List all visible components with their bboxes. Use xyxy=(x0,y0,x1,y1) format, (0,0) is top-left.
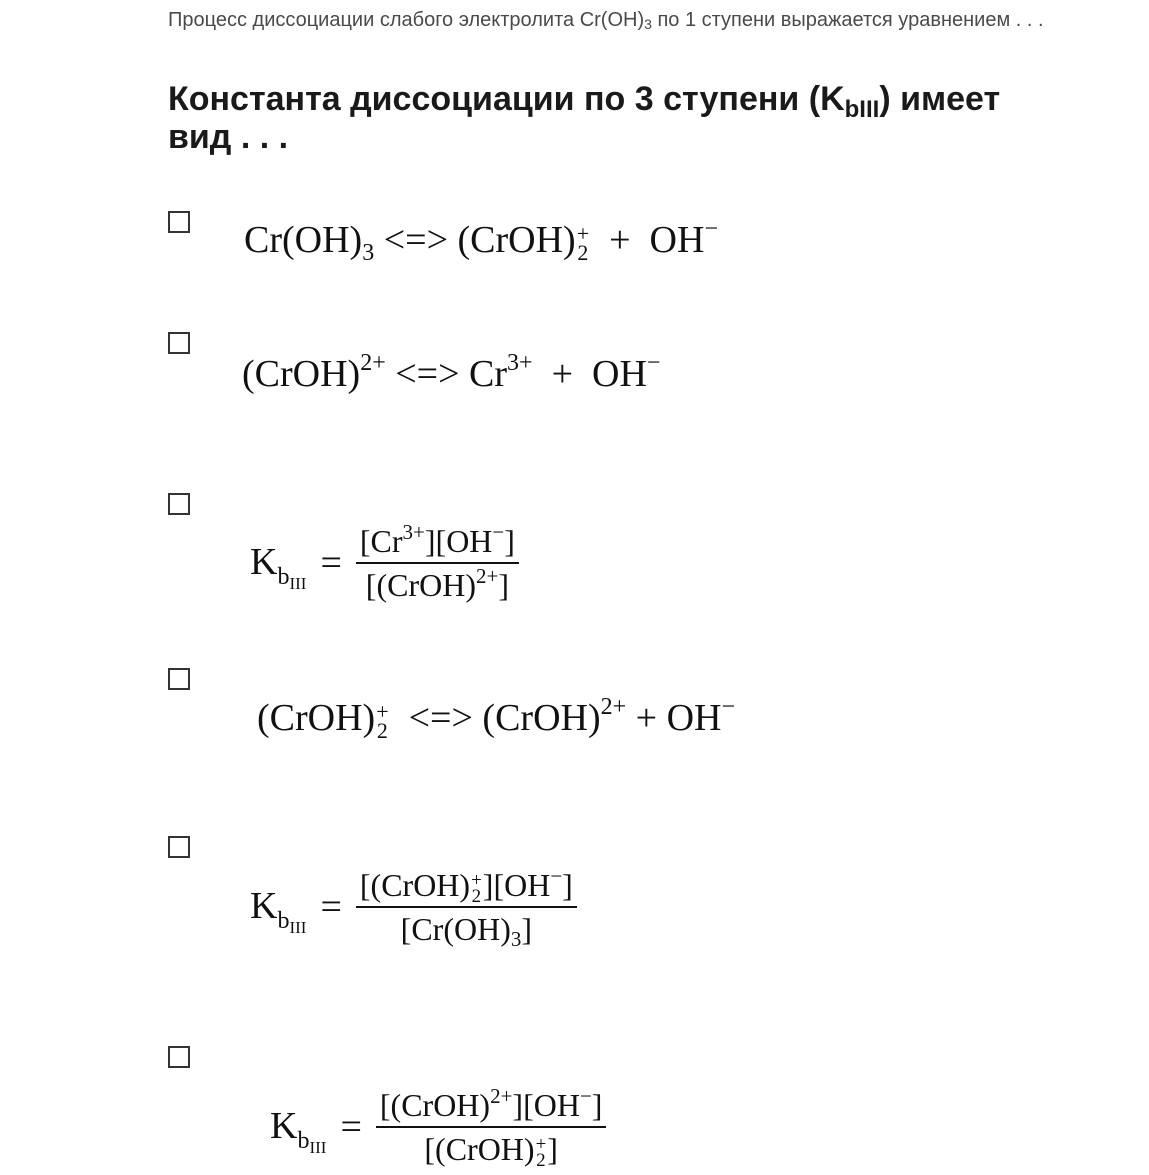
option-3-formula: $K_{b_{III}}$ = $\frac{[Cr^{3+}][OH^-]}{[(CrOH)^{2+}]}$ xyxy=(250,520,519,606)
prev-text-part: Процесс диссоциации слабого электролита Cr(OH) xyxy=(168,9,645,31)
option-1-checkbox[interactable] xyxy=(168,211,190,233)
option-5-formula: $K_{b_{III}}$ = [(CrOH) + 2 ][OH−] $[Cr(OH)_3]$ xyxy=(250,864,577,950)
option-5-checkbox[interactable] xyxy=(168,836,190,858)
prev-text-part: по 1 ступени выражается уравнением . . . xyxy=(651,9,1044,31)
option-2-formula: (CrOH)$^{2+}$ <=> $Cr^{3+} + OH^-$ xyxy=(242,350,661,395)
question-title xyxy=(168,80,1068,156)
previous-question-text xyxy=(168,4,1068,36)
option-4-formula: (CrOH) + 2 <=> (CrOH)$^{2+}$ + OH− xyxy=(257,694,736,744)
option-6-formula: $K_{b_{III}}$ = [(CrOH)$^{2+}$][OH−] [(CrOH) + 2 ] xyxy=(270,1084,606,1170)
question-subscript: bIII xyxy=(844,96,880,123)
option-1-formula: $Cr(OH)_3$ <=> (CrOH) + 2 + OH− xyxy=(244,216,718,266)
prev-subscript: 3 xyxy=(644,16,652,32)
option-3-checkbox[interactable] xyxy=(168,493,190,515)
question-text-part: ) имеет вид . . . xyxy=(168,80,1001,156)
option-6-checkbox[interactable] xyxy=(168,1046,190,1068)
option-2-checkbox[interactable] xyxy=(168,332,190,354)
option-4-checkbox[interactable] xyxy=(168,668,190,690)
question-text-part: Константа диссоциации по 3 ступени (K xyxy=(168,80,845,118)
